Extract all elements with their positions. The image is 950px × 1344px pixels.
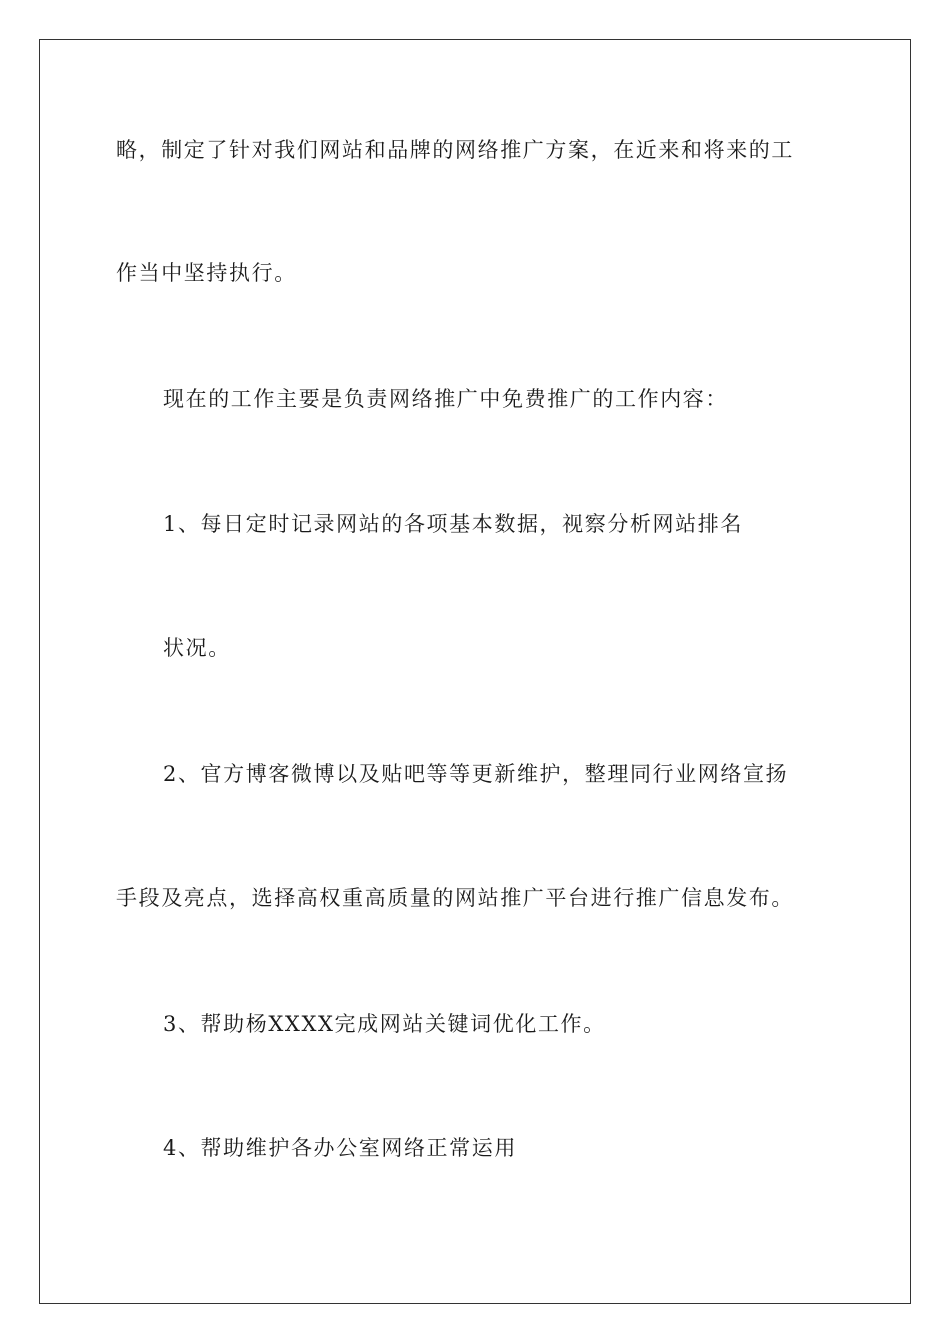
paragraph-intro: 现在的工作主要是负责网络推广中免费推广的工作内容： [163,387,728,411]
list-item-1-line-1: 1、每日定时记录网站的各项基本数据，视察分析网站排名 [163,512,743,536]
page-border [39,39,911,1304]
list-item-1-line-2: 状况。 [163,636,231,660]
text-line-1: 略，制定了针对我们网站和品牌的网络推广方案，在近来和将来的工 [116,138,794,162]
list-item-4: 4、帮助维护各办公室网络正常运用 [163,1136,517,1160]
text-line-2: 作当中坚持执行。 [116,261,297,285]
list-item-2-line-2: 手段及亮点，选择高权重高质量的网站推广平台进行推广信息发布。 [116,886,794,910]
list-item-3: 3、帮助杨XXXX完成网站关键词优化工作。 [163,1012,606,1036]
list-item-2-line-1: 2、官方博客微博以及贴吧等等更新维护，整理同行业网络宣扬 [163,762,789,786]
